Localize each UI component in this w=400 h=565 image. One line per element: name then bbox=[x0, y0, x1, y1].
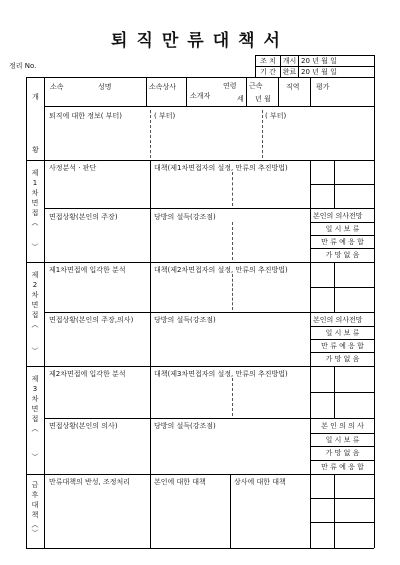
info-side-label-bottom: 황 bbox=[32, 146, 39, 154]
col-age: 연령 bbox=[223, 82, 237, 90]
col-role: 직역 bbox=[286, 83, 300, 91]
s1-plan: 대책(제1차면접자의 설정, 만류의 추진방법) bbox=[154, 164, 288, 172]
col-evaluation: 평가 bbox=[316, 83, 330, 91]
s3-outlook-title: 본 인 의 의 사 bbox=[321, 422, 364, 430]
col-tenure-unit: 년 월 bbox=[255, 95, 271, 103]
s1-outlook-title: 본인의 의사전망 bbox=[313, 212, 363, 220]
s3-outlook-option-3[interactable]: 만 류 예 응 합 bbox=[321, 463, 364, 471]
s1-analysis: 사정분석 · 판단 bbox=[49, 164, 97, 172]
resign-info-label: 퇴직에 대한 정보( 부터) bbox=[49, 112, 122, 120]
s2-side-label: 제 2 차 면 접 ︵ bbox=[31, 271, 39, 329]
s3-analysis: 제2차면접에 입각한 분석 bbox=[49, 370, 126, 378]
period-label: 기 간 bbox=[260, 68, 276, 76]
end-label: 완료 bbox=[282, 68, 297, 76]
s2-outlook-title: 본인의 의사전망 bbox=[313, 316, 363, 324]
s2-plan: 대책(제2차면접자의 설정, 만류의 추진방법) bbox=[154, 266, 288, 274]
s2-side-paren-close: ︶ bbox=[31, 347, 39, 355]
s3-side-paren-close: ︶ bbox=[31, 453, 39, 461]
col-name: 성명 bbox=[98, 83, 112, 91]
s2-persuasion: 당방의 설득(강조점) bbox=[154, 316, 216, 324]
doc-number-label: 정리 No. bbox=[9, 62, 37, 70]
s2-outlook-option-2[interactable]: 만 류 예 응 합 bbox=[321, 342, 364, 350]
info-side-label-top: 개 bbox=[32, 93, 39, 101]
s2-interview: 면접상황(본인의 주장,의사) bbox=[49, 316, 134, 324]
s3-plan: 대책(제3차면접자의 설정, 만류의 추진방법) bbox=[154, 370, 288, 378]
resign-info-paren-2: ( 부터) bbox=[265, 112, 287, 120]
resign-info-paren-1: ( 부터) bbox=[154, 112, 176, 120]
col-age-unit: 세 bbox=[237, 95, 244, 103]
s3-outlook-option-2[interactable]: 가 망 없 음 bbox=[325, 449, 360, 457]
s4-boss-plan: 상사에 대한 대책 bbox=[234, 478, 286, 486]
page-title: 퇴직만류대책서 bbox=[111, 31, 289, 51]
s4-self-plan: 본인에 대한 대책 bbox=[154, 478, 206, 486]
end-date-field[interactable]: 20 년 월 일 bbox=[301, 68, 337, 76]
s1-side-paren-close: ︶ bbox=[31, 243, 39, 251]
s3-side-label: 제 3 차 면 접 ︵ bbox=[31, 375, 39, 433]
col-tenure: 근속 bbox=[249, 82, 263, 90]
action-label: 조 치 bbox=[260, 57, 276, 65]
s1-persuasion: 당방의 설득(강조점) bbox=[154, 213, 216, 221]
s2-analysis: 제1차면접에 입각한 분석 bbox=[49, 266, 126, 274]
s1-outlook-option-2[interactable]: 만 류 예 응 합 bbox=[321, 238, 364, 246]
s1-side-label: 제 1 차 면 접 ︵ bbox=[31, 169, 39, 227]
col-affiliation: 소속 bbox=[50, 83, 64, 91]
s1-outlook-option-1[interactable]: 일 시 보 류 bbox=[325, 225, 360, 233]
s2-outlook-option-1[interactable]: 일 시 보 류 bbox=[325, 329, 360, 337]
col-introducer: 소개자 bbox=[190, 92, 211, 100]
s4-side-label: 금 후 대 책 ︵ bbox=[31, 481, 39, 529]
s4-reflection: 만류대책의 반성, 조정처리 bbox=[49, 478, 131, 486]
start-label: 개시 bbox=[282, 57, 297, 65]
s1-outlook-option-3[interactable]: 가 망 없 음 bbox=[325, 251, 360, 259]
s4-side-paren-close: ︶ bbox=[31, 529, 39, 537]
s3-persuasion: 당방의 설득(강조점) bbox=[154, 422, 216, 430]
s3-interview: 면접상황(본인의 의사) bbox=[49, 422, 118, 430]
s1-interview: 면접상황(본인의 주장) bbox=[49, 213, 118, 221]
start-date-field[interactable]: 20 년 월 일 bbox=[301, 57, 337, 65]
s2-outlook-option-3[interactable]: 가 망 없 음 bbox=[325, 355, 360, 363]
col-superior: 소속상사 bbox=[149, 83, 177, 91]
s3-outlook-option-1[interactable]: 일 시 보 류 bbox=[325, 436, 360, 444]
